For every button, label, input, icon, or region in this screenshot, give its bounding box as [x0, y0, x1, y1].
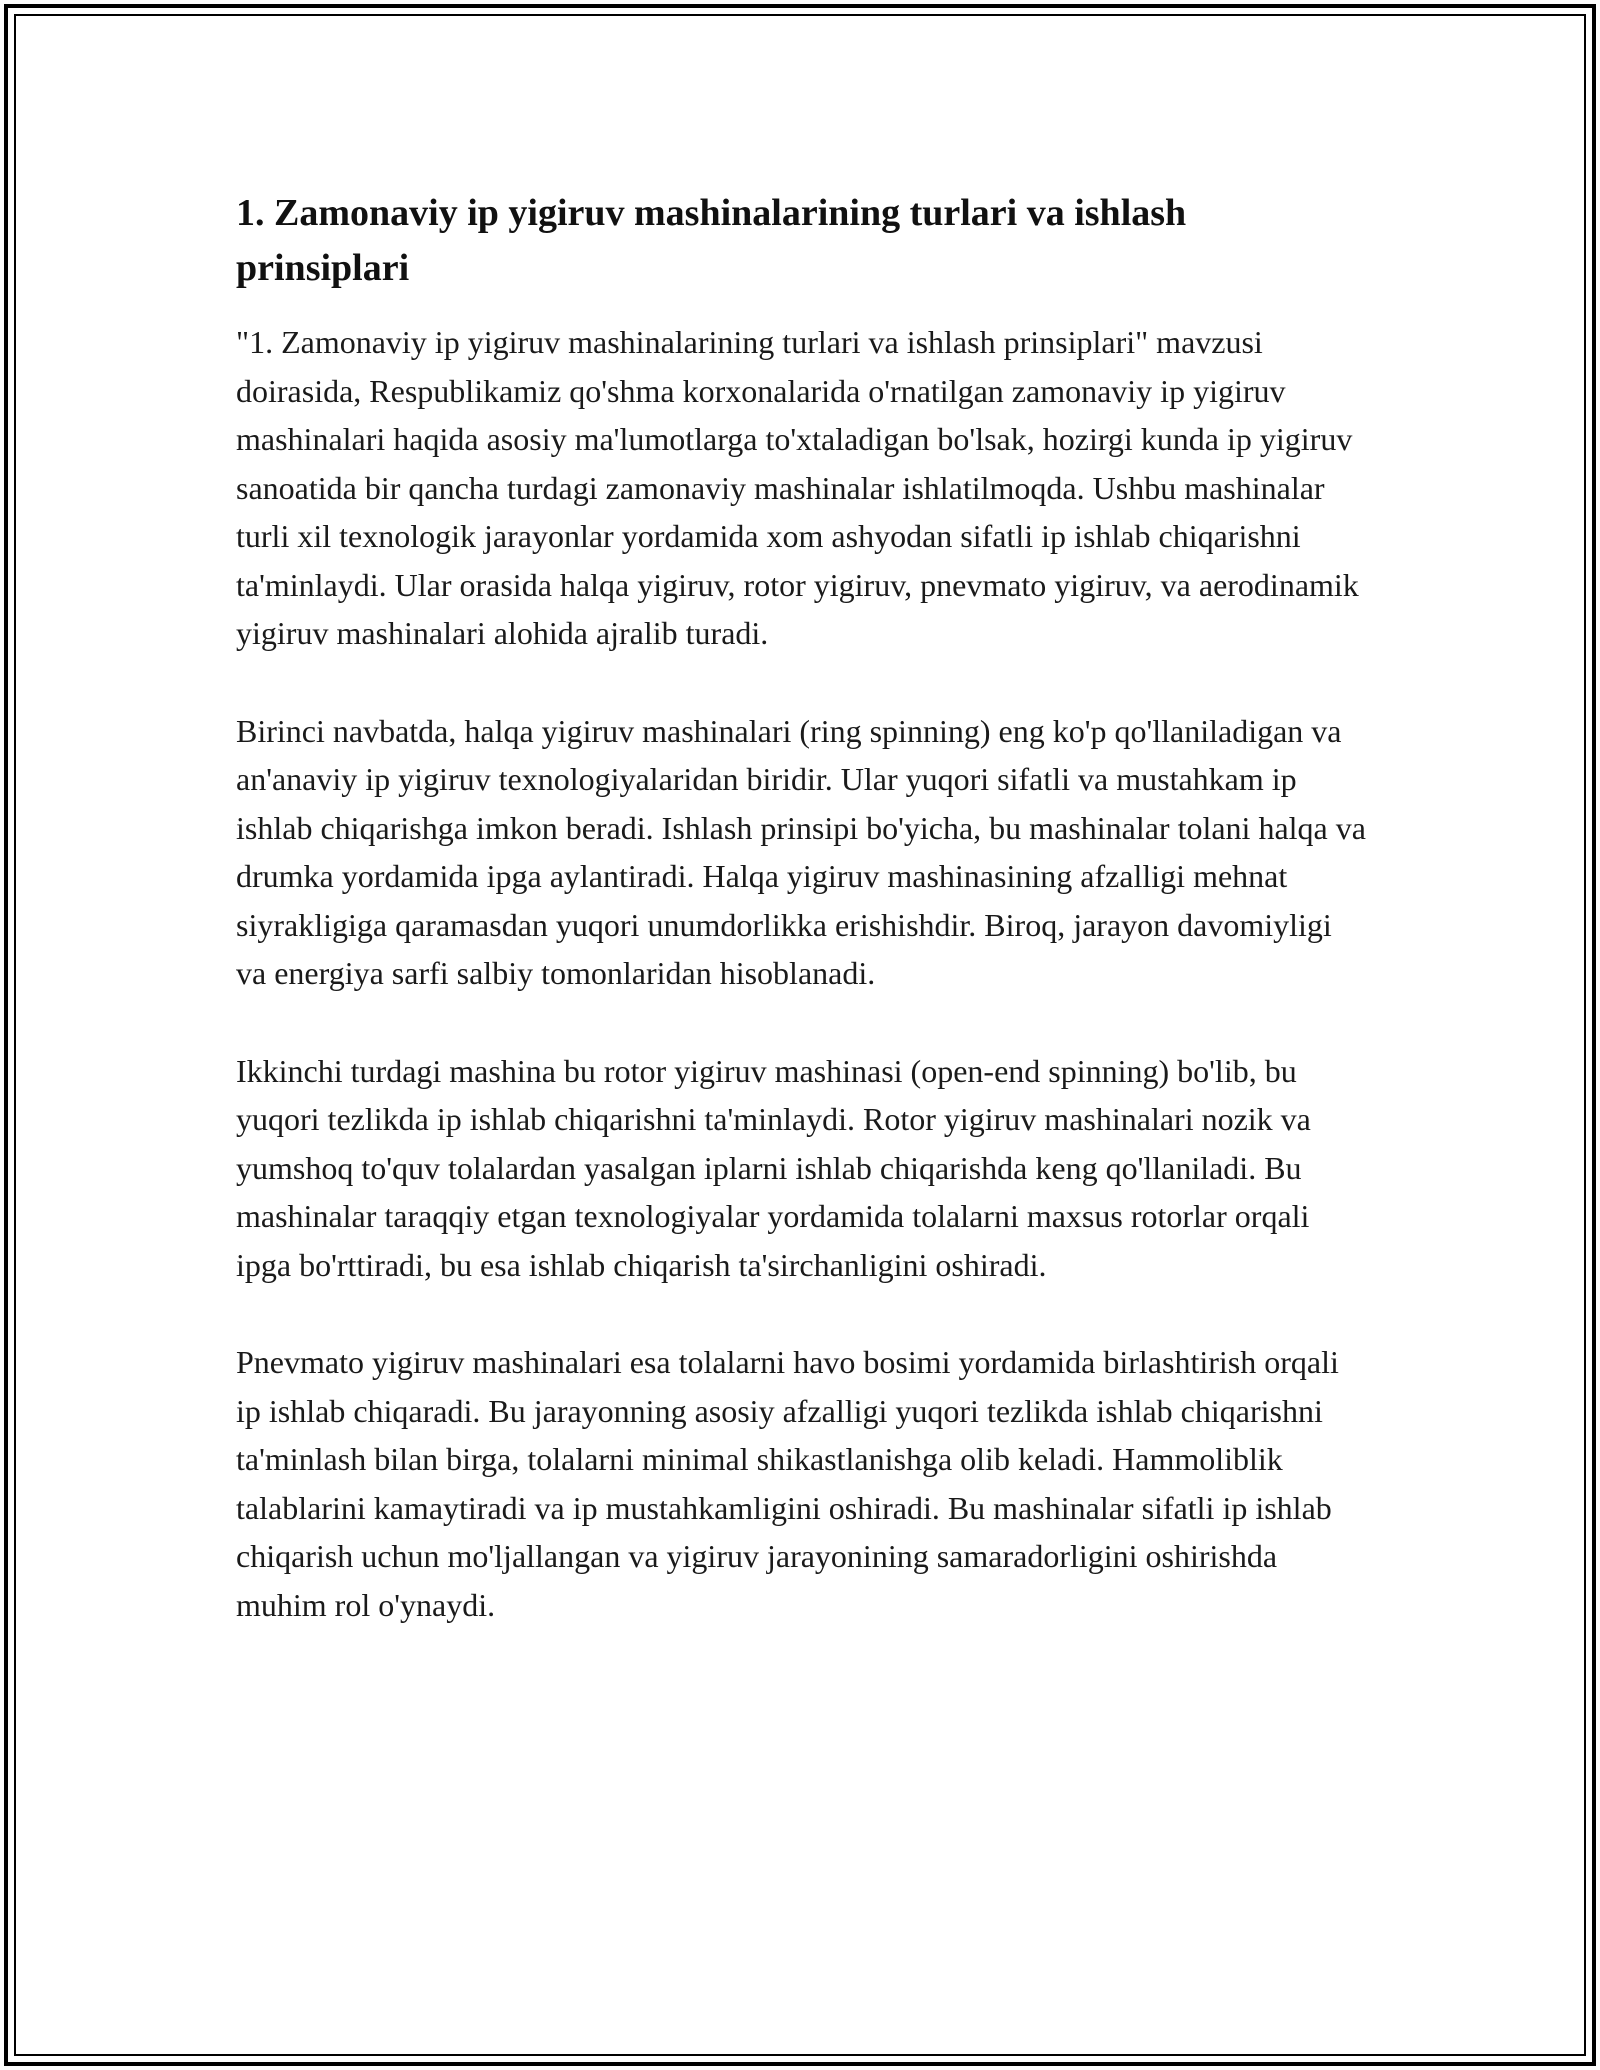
document-body: [236, 186, 1366, 1678]
document-title: 1. Zamonaviy ip yigiruv mashinalarining turlari va ishlash prinsiplari: [236, 192, 1187, 289]
paragraph-intro: "1. Zamonaviy ip yigiruv mashinalarining turlari va ishlash prinsiplari" mavzusi doirasida, Respublikamiz qo'shma korxonalarida o'rnatilgan zamonaviy ip yigiruv mashinalari haqida asosiy ma'lumotlarga to'xtaladigan bo'lsak, hozirgi kunda ip yigiruv sanoatida bir qancha turdagi zamonaviy mashinalar ishlatilmoqda. Ushbu mashinalar turli xil texnologik jarayonlar yordamida xom ashyodan sifatli ip ishlab chiqarishni ta'minlaydi. Ular orasida halqa yigiruv, rotor yigiruv, pnevmato yigiruv, va aerodinamik yigiruv mashinalari alohida ajralib turadi.: [236, 324, 1359, 651]
paragraph-pneumatic-spinning: Pnevmato yigiruv mashinalari esa tolalarni havo bosimi yordamida birlashtirish orqali ip ishlab chiqaradi. Bu jarayonning asosiy afzalligi yuqori tezlikda ishlab chiqarishni ta'minlash bilan birga, tolalarni minimal shikastlanishga olib keladi. Hammoliblik talablarini kamaytiradi va ip mustahkamligini oshiradi. Bu mashinalar sifatli ip ishlab chiqarish uchun mo'ljallangan va yigiruv jarayonining samaradorligini oshirishda muhim rol o'ynaydi.: [236, 1344, 1339, 1623]
paragraph-rotor-spinning: Ikkinchi turdagi mashina bu rotor yigiruv mashinasi (open-end spinning) bo'lib, bu yuqori tezlikda ip ishlab chiqarishni ta'minlaydi. Rotor yigiruv mashinalari nozik va yumshoq to'quv tolalardan yasalgan iplarni ishlab chiqarishda keng qo'llaniladi. Bu mashinalar taraqqiy etgan texnologiyalar yordamida tolalarni maxsus rotorlar orqali ipga bo'rttiradi, bu esa ishlab chiqarish ta'sirchanligini oshiradi.: [236, 1052, 1311, 1283]
paragraph-ring-spinning: Birinci navbatda, halqa yigiruv mashinalari (ring spinning) eng ko'p qo'llaniladigan va an'anaviy ip yigiruv texnologiyalaridan biridir. Ular yuqori sifatli va mustahkam ip ishlab chiqarishga imkon beradi. Ishlash prinsipi bo'yicha, bu mashinalar tolani halqa va drumka yordamida ipga aylantiradi. Halqa yigiruv mashinasining afzalligi mehnat siyrakligiga qaramasdan yuqori unumdorlikka erishishdir. Biroq, jarayon davomiyligi va energiya sarfi salbiy tomonlaridan hisoblanadi.: [236, 712, 1366, 991]
